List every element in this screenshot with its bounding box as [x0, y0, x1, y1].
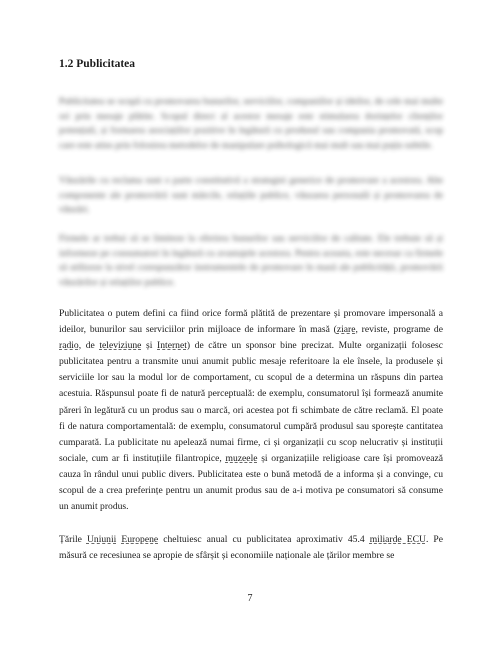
body-paragraph: Publicitatea o putem defini ca fiind orice formă plătită de prezentare și promovare impersonală a ideilor, bunurilor sau serviciilor prin mijloace de informare în masă (ziare, reviste, programe de radio, de televiziune și Internet) de către un sponsor bine precizat. Multe organizații folosesc publicitatea pentru a transmite unui anumit public mesaje referitoare la ele însele, la produsele și serviciile lor sau la modul lor de comportament, cu scopul de a determina un răspuns din partea acestuia. Răspunsul poate fi de natură perceptuală: de exemplu, consumatorul își formează anumite păreri în legătură cu un produs sau o marcă, ori acestea pot fi schimbate de către reclamă. El poate fi de natura comportamentală: de exemplu, consumatorul cumpără produsul sau sporește cantitatea cumparată. La publicitate nu apelează numai firme, ci și organizații cu scop nelucrativ și instituții sociale, cum ar fi instituțiile filantropice, muzeele și organizațiile religioase care își promovează cauza în rândul unui public divers. Publicitatea este o bună metodă de a informa și a convinge, cu scopul de a crea preferințe pentru un anumit produs sau de a-i motiva pe consumatori să consume un anumit produs.: [59, 308, 444, 513]
body-paragraph: Țările Uniunii Europene cheltuiesc anual cu publicitatea aproximativ 45.4 miliarde ECU. Pe măsură ce recesiunea se apropie de sfârșit și economiile naționale ale țărilor membre se: [59, 534, 444, 562]
link-internet[interactable]: Internet: [157, 340, 187, 352]
blurred-paragraph: Firmele ar trebui să se limiteze la oferirea bunurilor sau serviciilor de calitate. Ele trebuie să și informeze pe consumatori în legătură cu avantajele acestora. Pentru aceasta, este necesar ca firmele să utilizeze la nivel corespunzător instrumentele de promovare în masă ale publicității, promovării vânzărilor și relațiilor publice.: [59, 233, 443, 288]
section-heading: 1.2 Publicitatea: [59, 58, 136, 70]
link-europene[interactable]: Europene: [121, 534, 159, 545]
link-radio[interactable]: radio: [59, 340, 79, 352]
link-uniunii[interactable]: Uniunii: [86, 534, 117, 545]
blurred-paragraph: Publicitatea se ocupă cu promovarea bunurilor, serviciilor, companiilor și ideilor, de cele mai multe ori prin mesaje plătite. Scopul direct al acestor mesaje este stimularea dorințelor clienților potențiali, și formarea asociațiilor pozitive în legătură cu produsul sau compania promovată, scop care este atins prin folosirea metodelor de manipulare psihologică mai mult sau mai puțin subtile.: [59, 96, 443, 151]
link-televiziune[interactable]: televiziune: [99, 340, 142, 352]
link-muzeele[interactable]: muzeele: [225, 452, 258, 464]
link-ziare[interactable]: ziare: [336, 324, 356, 336]
link-miliarde-ecu[interactable]: miliarde ECU: [369, 534, 426, 545]
blurred-paragraph: Vânzările cu reclama sunt o parte constitutivă a strategiei generice de promovare a acestora. Alte componente ale promovării sunt mărcile, relațiile publice, vânzarea personală și promovarea de vânzări.: [59, 175, 443, 216]
page-number: 7: [247, 593, 253, 604]
